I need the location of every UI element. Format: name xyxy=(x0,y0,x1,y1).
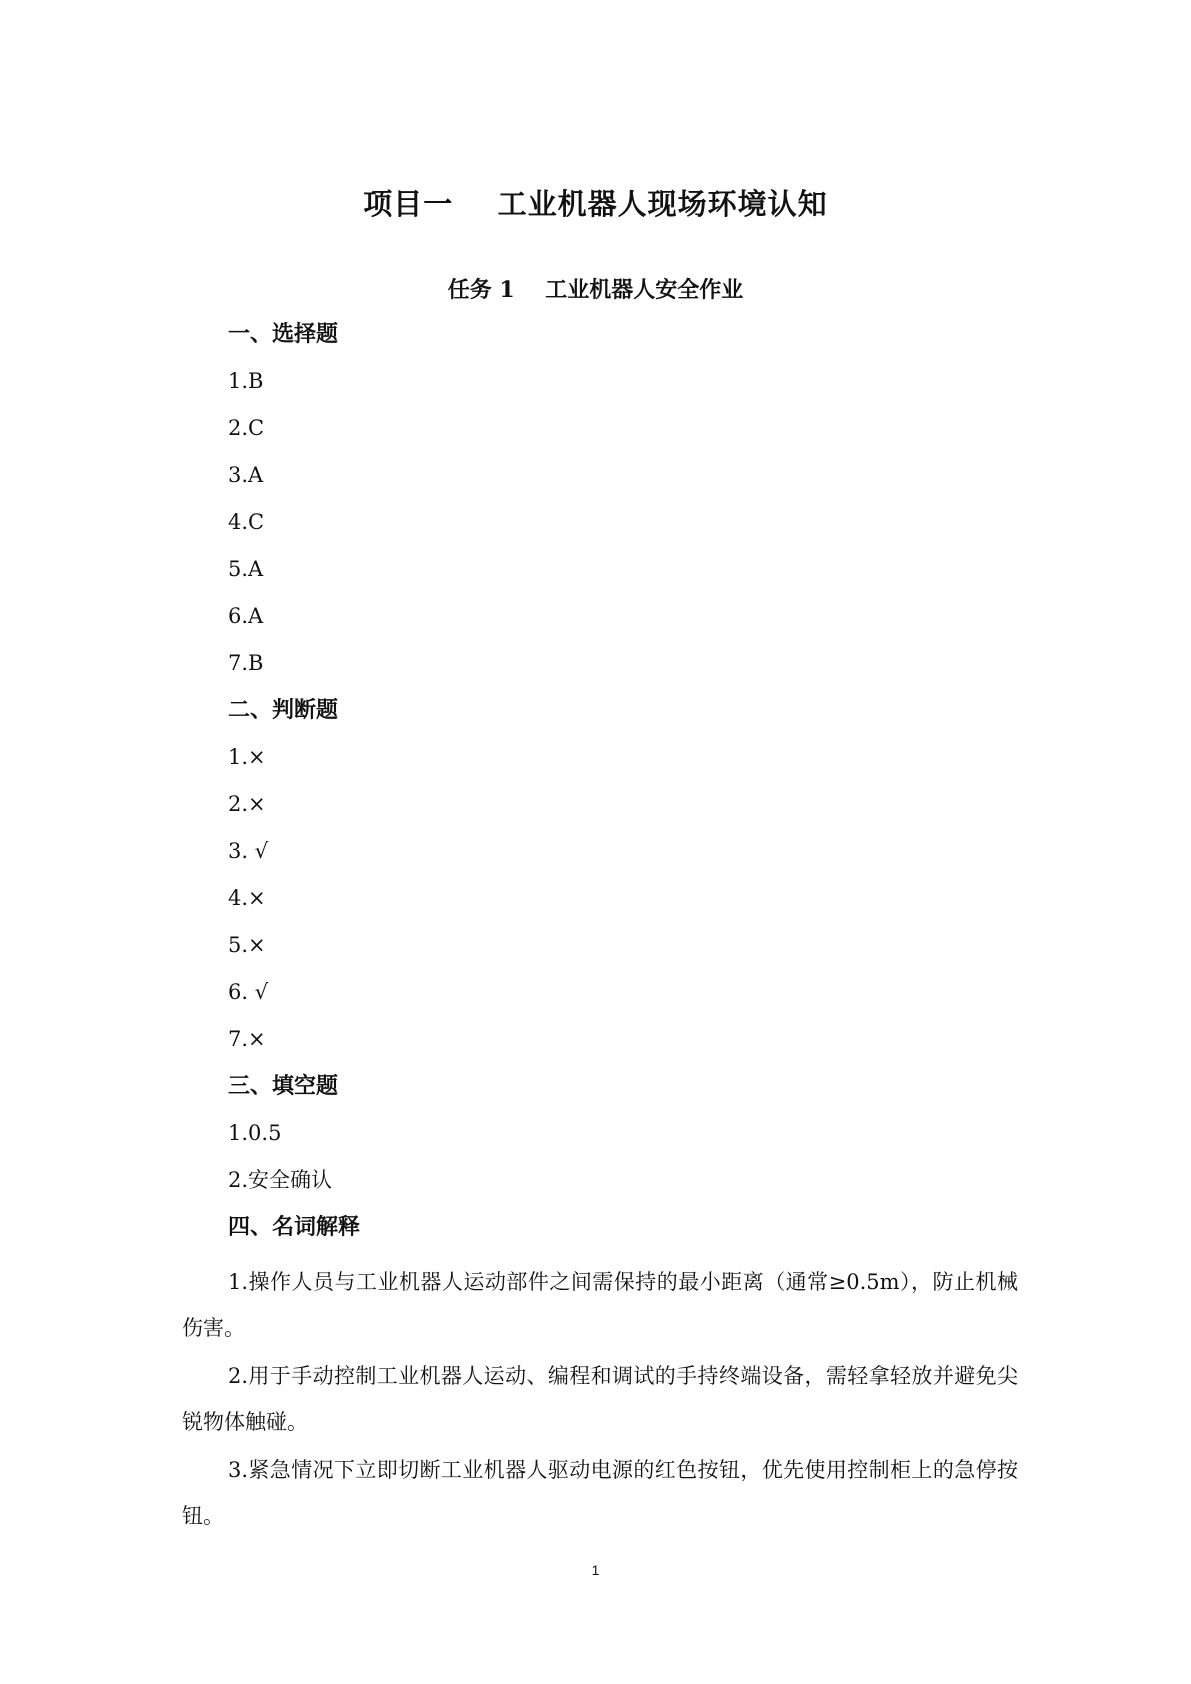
fill-blank-answer-2: 2.安全确认 xyxy=(228,1168,333,1192)
multiple-choice-answer-4: 4.C xyxy=(228,510,265,534)
multiple-choice-answer-6: 6.A xyxy=(228,604,264,628)
true-false-answer-1: 1.× xyxy=(228,745,266,769)
true-false-answer-5: 5.× xyxy=(228,933,266,957)
fill-blank-answer-1: 1.0.5 xyxy=(228,1121,282,1145)
true-false-answer-7: 7.× xyxy=(228,1027,266,1051)
multiple-choice-answer-1: 1.B xyxy=(228,369,264,393)
true-false-answer-2: 2.× xyxy=(228,792,266,816)
true-false-answer-4: 4.× xyxy=(228,886,266,910)
section-heading-definitions: 四、名词解释 xyxy=(228,1214,361,1240)
section-heading-true-false: 二、判断题 xyxy=(228,697,339,723)
definition-item-2: 2.用于手动控制工业机器人运动、编程和调试的手持终端设备，需轻拿轻放并避免尖锐物体触碰。 xyxy=(182,1364,1018,1434)
definition-item-3: 3.紧急情况下立即切断工业机器人驱动电源的红色按钮，优先使用控制柜上的急停按钮。 xyxy=(182,1458,1018,1528)
document-content xyxy=(182,319,1018,1541)
definition-item-1: 1.操作人员与工业机器人运动部件之间需保持的最小距离（通常≥0.5m），防止机械伤害。 xyxy=(182,1270,1018,1340)
true-false-answer-3: 3. √ xyxy=(228,839,269,863)
section-heading-multiple-choice: 一、选择题 xyxy=(228,321,339,347)
multiple-choice-answer-3: 3.A xyxy=(228,463,264,487)
multiple-choice-answer-2: 2.C xyxy=(228,416,265,440)
section-heading-fill-blank: 三、填空题 xyxy=(228,1073,339,1099)
task-title: 任务 1 工业机器人安全作业 xyxy=(447,277,744,303)
true-false-answer-6: 6. √ xyxy=(228,980,269,1004)
document-title: 项目一 工业机器人现场环境认知 xyxy=(363,187,828,221)
multiple-choice-answer-7: 7.B xyxy=(228,651,264,675)
page-number: 1 xyxy=(591,1562,600,1578)
multiple-choice-answer-5: 5.A xyxy=(228,557,264,581)
